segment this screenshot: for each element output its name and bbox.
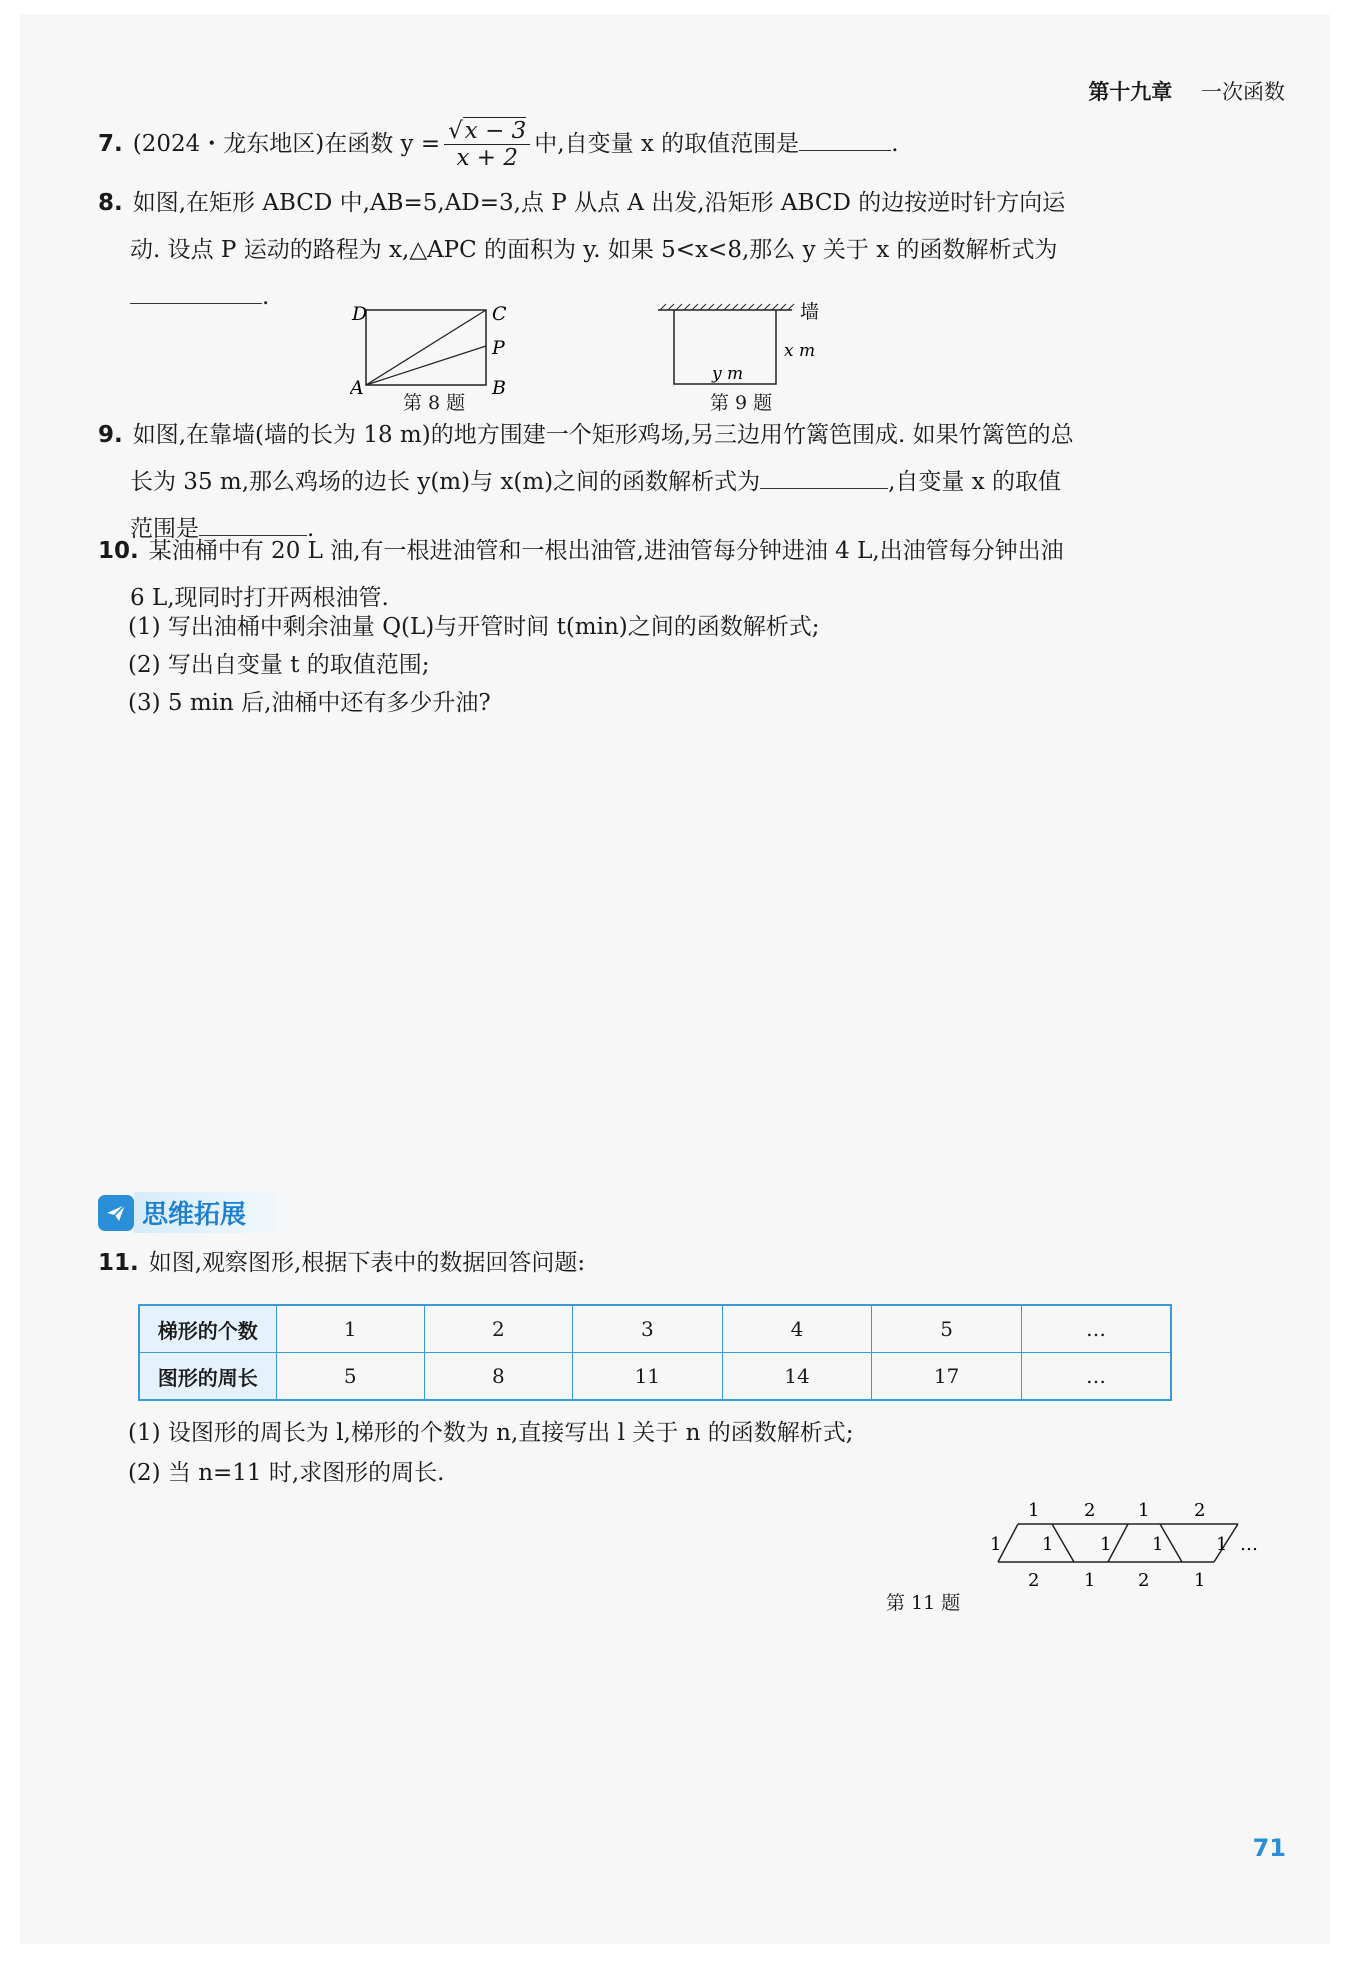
top-label: 1 <box>1138 1500 1150 1521</box>
question-line: 范围是 <box>130 516 199 542</box>
label-d: D <box>352 303 368 325</box>
question-line: 如图,在矩形 ABCD 中,AB=5,AD=3,点 P 从点 A 出发,沿矩形 ABCD 的边按逆时针方向运 <box>132 190 1066 216</box>
table-cell: 4 <box>722 1305 872 1353</box>
question-line: 如图,在靠墙(墙的长为 18 m)的地方围建一个矩形鸡场,另三边用竹篱笆围成. 如果竹篱笆的总 <box>132 422 1074 448</box>
period: . <box>262 284 270 310</box>
answer-blank[interactable] <box>760 466 888 489</box>
side-label: 1 <box>1042 1534 1054 1555</box>
figure-caption: 第 8 题 <box>403 392 466 414</box>
table-cell: 1 <box>276 1305 424 1353</box>
bottom-label: 1 <box>1084 1570 1096 1591</box>
top-label: 2 <box>1194 1500 1206 1521</box>
question-number: 8. <box>98 190 123 216</box>
textbook-page <box>20 14 1330 1944</box>
bottom-label: 1 <box>1194 1570 1206 1591</box>
subquestion-2: (2) 写出自变量 t 的取值范围; <box>128 652 430 678</box>
side-label: 1 <box>990 1534 1002 1555</box>
table-cell: 5 <box>872 1305 1022 1353</box>
ellipsis: … <box>1240 1534 1258 1555</box>
question-number: 9. <box>98 422 123 448</box>
question-number: 11. <box>98 1250 139 1276</box>
subquestion-3: (3) 5 min 后,油桶中还有多少升油? <box>128 690 491 716</box>
table-row <box>139 1305 1171 1353</box>
answer-blank[interactable] <box>799 128 891 151</box>
question-line: 长为 35 m,那么鸡场的边长 y(m)与 x(m)之间的函数解析式为 <box>130 469 761 495</box>
bottom-label: y m <box>712 364 744 384</box>
table-cell: … <box>1021 1353 1171 1401</box>
side-label: x m <box>784 341 816 361</box>
wall-enclosure-diagram <box>640 294 840 394</box>
table-cell: 5 <box>276 1353 424 1401</box>
trapezoid-chain-diagram <box>970 1494 1300 1604</box>
top-label: 2 <box>1084 1500 1096 1521</box>
table-cell: 2 <box>424 1305 572 1353</box>
question-text-2: 中,自变量 x 的取值范围是 <box>534 130 800 157</box>
question-11 <box>98 1240 1258 1287</box>
question-line: 动. 设点 P 运动的路程为 x,△APC 的面积为 y. 如果 5<x<8,那么 y 关于 x 的函数解析式为 <box>130 237 1058 263</box>
table-cell: 17 <box>872 1353 1022 1401</box>
question-line: 某油桶中有 20 L 油,有一根进油管和一根出油管,进油管每分钟进油 4 L,出油管每分钟出油 <box>148 538 1064 564</box>
question-text: 在函数 y = <box>324 130 441 157</box>
period: . <box>307 516 315 542</box>
label-p: P <box>492 337 505 359</box>
section-heading <box>98 1192 286 1233</box>
side-label: 1 <box>1100 1534 1112 1555</box>
row-header: 梯形的个数 <box>139 1305 276 1353</box>
table-cell: 8 <box>424 1353 572 1401</box>
fraction-numerator: √x − 3 <box>444 118 530 145</box>
page-header <box>1088 76 1285 106</box>
bottom-label: 2 <box>1028 1570 1040 1591</box>
question-source: (2024・龙东地区) <box>132 130 325 157</box>
chapter-topic: 一次函数 <box>1201 80 1285 104</box>
question-7 <box>98 118 1258 172</box>
table-row <box>139 1353 1171 1401</box>
section-title: 思维拓展 <box>134 1192 286 1233</box>
label-a: A <box>350 377 364 396</box>
fraction-denominator: x + 2 <box>456 145 518 172</box>
question-line: 6 L,现同时打开两根油管. <box>130 585 389 611</box>
side-label: 1 <box>1152 1534 1164 1555</box>
subquestion-1: (1) 设图形的周长为 l,梯形的个数为 n,直接写出 l 关于 n 的函数解析式; <box>128 1420 854 1446</box>
question-number: 10. <box>98 538 139 564</box>
figure-caption: 第 11 题 <box>886 1592 961 1614</box>
question-line: ,自变量 x 的取值 <box>888 469 1062 495</box>
question-text: 如图,观察图形,根据下表中的数据回答问题: <box>148 1250 586 1276</box>
bottom-label: 2 <box>1138 1570 1150 1591</box>
chapter-label: 第十九章 <box>1088 80 1173 104</box>
table-cell: 3 <box>573 1305 723 1353</box>
data-table <box>138 1304 1172 1401</box>
figure-caption: 第 9 题 <box>710 392 773 414</box>
row-header: 图形的周长 <box>139 1353 276 1401</box>
answer-blank[interactable] <box>130 281 262 304</box>
subquestion-1: (1) 写出油桶中剩余油量 Q(L)与开管时间 t(min)之间的函数解析式; <box>128 614 820 640</box>
subquestion-2: (2) 当 n=11 时,求图形的周长. <box>128 1460 445 1486</box>
table-cell: 11 <box>573 1353 723 1401</box>
page-number: 71 <box>1252 1834 1286 1862</box>
top-label: 1 <box>1028 1500 1040 1521</box>
table-cell: … <box>1021 1305 1171 1353</box>
label-c: C <box>492 303 507 325</box>
side-label: 1 <box>1216 1534 1228 1555</box>
table-cell: 14 <box>722 1353 872 1401</box>
wall-label: 墙 <box>800 301 820 323</box>
label-b: B <box>492 377 506 396</box>
period: . <box>891 130 899 157</box>
fraction <box>444 118 530 172</box>
paper-plane-icon <box>98 1195 134 1231</box>
question-number: 7. <box>98 130 123 157</box>
rectangle-diagram <box>350 296 510 396</box>
